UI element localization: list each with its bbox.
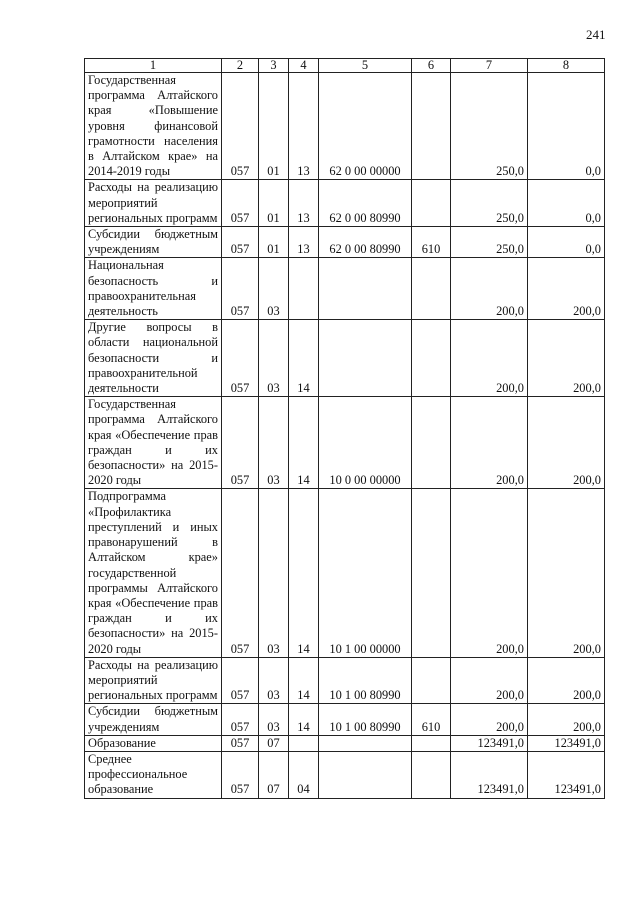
amount-col-8: 200,0: [528, 258, 605, 320]
table-row: [85, 657, 605, 704]
row-name: Субсидии бюджетным учреждениям: [85, 227, 222, 258]
subsection-code: 14: [289, 320, 319, 397]
budget-table: [84, 58, 605, 799]
expense-type-code: 610: [412, 227, 451, 258]
ministry-code: 057: [222, 397, 259, 489]
expense-type-code: 610: [412, 704, 451, 735]
amount-col-8: 123491,0: [528, 735, 605, 751]
amount-col-8: 200,0: [528, 657, 605, 704]
table-row: [85, 180, 605, 227]
expense-type-code: [412, 657, 451, 704]
subsection-code: 13: [289, 180, 319, 227]
amount-col-8: 200,0: [528, 397, 605, 489]
target-article-code: [319, 320, 412, 397]
ministry-code: 057: [222, 320, 259, 397]
expense-type-code: [412, 320, 451, 397]
section-code: 03: [259, 657, 289, 704]
table-row: [85, 397, 605, 489]
subsection-code: 14: [289, 397, 319, 489]
target-article-code: 10 1 00 00000: [319, 489, 412, 657]
expense-type-code: [412, 751, 451, 798]
target-article-code: [319, 258, 412, 320]
row-name: Подпрограмма «Профилактика преступлений и иных правонарушений в Алтайском крае» государственной программы Алтайского края «Обеспечение прав граждан и их безопасности» на 2015-2020 годы: [85, 489, 222, 657]
subsection-code: 14: [289, 704, 319, 735]
ministry-code: 057: [222, 180, 259, 227]
subsection-code: 04: [289, 751, 319, 798]
target-article-code: 62 0 00 80990: [319, 180, 412, 227]
ministry-code: 057: [222, 735, 259, 751]
row-name: Образование: [85, 735, 222, 751]
column-header: 5: [319, 59, 412, 73]
subsection-code: 14: [289, 489, 319, 657]
subsection-code: 13: [289, 227, 319, 258]
target-article-code: 62 0 00 80990: [319, 227, 412, 258]
amount-col-7: 200,0: [451, 320, 528, 397]
expense-type-code: [412, 180, 451, 227]
expense-type-code: [412, 397, 451, 489]
amount-col-7: 250,0: [451, 73, 528, 180]
subsection-code: 13: [289, 73, 319, 180]
section-code: 03: [259, 704, 289, 735]
subsection-code: 14: [289, 657, 319, 704]
expense-type-code: [412, 258, 451, 320]
amount-col-8: 200,0: [528, 489, 605, 657]
amount-col-7: 200,0: [451, 657, 528, 704]
table-row: [85, 227, 605, 258]
subsection-code: [289, 258, 319, 320]
row-name: Расходы на реализацию мероприятий региональных программ: [85, 657, 222, 704]
row-name: Субсидии бюджетным учреждениям: [85, 704, 222, 735]
amount-col-7: 123491,0: [451, 735, 528, 751]
row-name: Среднее профессиональное образование: [85, 751, 222, 798]
amount-col-7: 200,0: [451, 258, 528, 320]
section-code: 01: [259, 180, 289, 227]
amount-col-7: 250,0: [451, 227, 528, 258]
section-code: 01: [259, 73, 289, 180]
amount-col-8: 123491,0: [528, 751, 605, 798]
expense-type-code: [412, 73, 451, 180]
ministry-code: 057: [222, 751, 259, 798]
amount-col-7: 250,0: [451, 180, 528, 227]
table-row: [85, 258, 605, 320]
page-number: 241: [586, 27, 606, 42]
amount-col-8: 200,0: [528, 704, 605, 735]
section-code: 03: [259, 320, 289, 397]
subsection-code: [289, 735, 319, 751]
table-row: [85, 489, 605, 657]
amount-col-8: 0,0: [528, 180, 605, 227]
ministry-code: 057: [222, 657, 259, 704]
table-row: [85, 320, 605, 397]
section-code: 07: [259, 735, 289, 751]
expense-type-code: [412, 735, 451, 751]
target-article-code: 10 0 00 00000: [319, 397, 412, 489]
section-code: 03: [259, 258, 289, 320]
amount-col-8: 0,0: [528, 73, 605, 180]
ministry-code: 057: [222, 73, 259, 180]
column-header: 1: [85, 59, 222, 73]
amount-col-8: 0,0: [528, 227, 605, 258]
table-header-row: [85, 59, 605, 73]
ministry-code: 057: [222, 704, 259, 735]
target-article-code: 62 0 00 00000: [319, 73, 412, 180]
target-article-code: [319, 751, 412, 798]
row-name: Государственная программа Алтайского края «Обеспечение прав граждан и их безопасности» на 2015-2020 годы: [85, 397, 222, 489]
table-row: [85, 73, 605, 180]
row-name: Государственная программа Алтайского края «Повышение уровня финансовой грамотности населения в Алтайском крае» на 2014-2019 годы: [85, 73, 222, 180]
row-name: Национальная безопасность и правоохранительная деятельность: [85, 258, 222, 320]
table-row: [85, 735, 605, 751]
target-article-code: 10 1 00 80990: [319, 704, 412, 735]
ministry-code: 057: [222, 227, 259, 258]
table-row: [85, 704, 605, 735]
expense-type-code: [412, 489, 451, 657]
target-article-code: [319, 735, 412, 751]
ministry-code: 057: [222, 258, 259, 320]
amount-col-7: 200,0: [451, 397, 528, 489]
column-header: 4: [289, 59, 319, 73]
column-header: 2: [222, 59, 259, 73]
column-header: 7: [451, 59, 528, 73]
row-name: Расходы на реализацию мероприятий региональных программ: [85, 180, 222, 227]
section-code: 07: [259, 751, 289, 798]
section-code: 03: [259, 397, 289, 489]
ministry-code: 057: [222, 489, 259, 657]
amount-col-7: 123491,0: [451, 751, 528, 798]
column-header: 8: [528, 59, 605, 73]
section-code: 03: [259, 489, 289, 657]
section-code: 01: [259, 227, 289, 258]
table-row: [85, 751, 605, 798]
amount-col-7: 200,0: [451, 704, 528, 735]
amount-col-7: 200,0: [451, 489, 528, 657]
amount-col-8: 200,0: [528, 320, 605, 397]
column-header: 6: [412, 59, 451, 73]
column-header: 3: [259, 59, 289, 73]
row-name: Другие вопросы в области национальной безопасности и правоохранительной деятельности: [85, 320, 222, 397]
target-article-code: 10 1 00 80990: [319, 657, 412, 704]
